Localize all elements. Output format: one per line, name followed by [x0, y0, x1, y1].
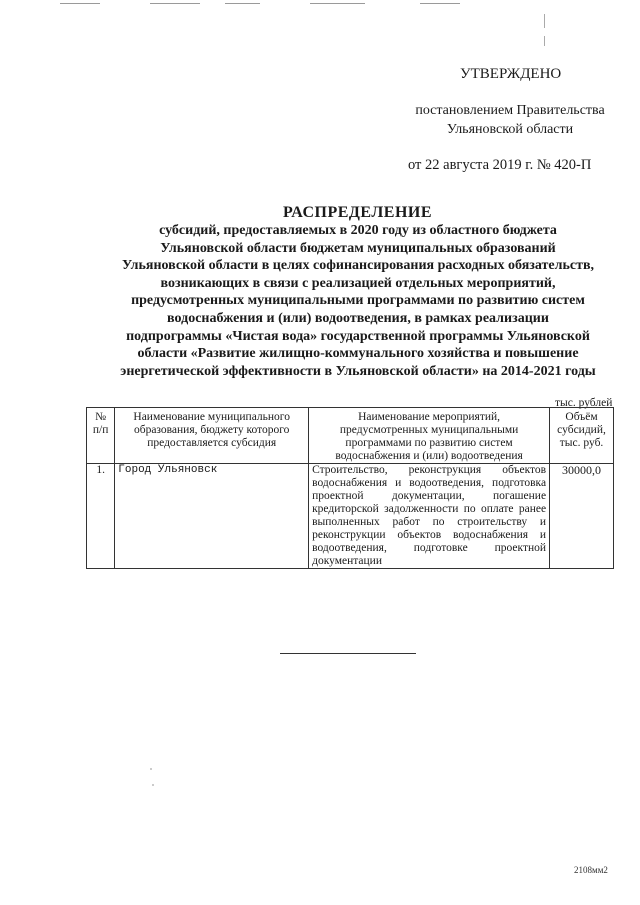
subtitle-line: субсидий, предоставляемых в 2020 году из областного бюджета: [159, 223, 557, 238]
row-number: 1.: [87, 464, 115, 569]
row-activities: Строительство, реконструкция объектов водоснабжения и водоотведения, подготовка проектной документации, погашение кредиторской задолженности по оплате ранее выполненных работ по строительству и реконструкции объектов водоснабжения и водоотведения, подготовке проектной документации: [309, 464, 550, 569]
approval-authority-line: Ульяновской области: [446, 122, 574, 137]
footer-document-code: 2108мм2: [574, 865, 608, 875]
document-title: РАСПРЕДЕЛЕНИЕ: [282, 204, 433, 221]
subtitle-line: водоснабжения и (или) водоотведения, в рамках реализации: [167, 310, 549, 326]
decree-date-number: от 22 августа 2019 г. № 420-П: [408, 157, 592, 173]
approval-authority-line: постановлением Правительства: [415, 103, 605, 118]
subtitle-line: Ульяновской области бюджетам муниципальных образований: [160, 240, 556, 256]
table-row: [87, 464, 614, 569]
scan-artifact: [544, 14, 545, 28]
scan-artifact: [225, 3, 260, 4]
scan-artifact: [420, 3, 460, 4]
approval-stamp-heading: УТВЕРЖДЕНО: [460, 66, 562, 82]
approval-authority: [405, 101, 615, 139]
scan-artifact: [310, 3, 365, 4]
subtitle-line: Ульяновской области в целях софинансирования расходных обязательств,: [121, 258, 595, 274]
subtitle-line: подпрограммы «Чистая вода» государственной программы Ульяновской: [126, 328, 590, 344]
header-activities: Наименование мероприятий, предусмотренных муниципальными программами по развитию систем водоснабжения и (или) водоотведения: [309, 408, 550, 464]
table-header-row: [87, 408, 614, 464]
scan-artifact: [150, 768, 152, 770]
scan-artifact: [60, 3, 100, 4]
header-municipality: Наименование муниципального образования, бюджету которого предоставляется субсидия: [115, 408, 309, 464]
scan-artifact: [150, 3, 200, 4]
subsidy-table: [86, 407, 614, 569]
subtitle-line: энергетической эффективности в Ульяновской области» на 2014-2021 годы: [120, 363, 596, 379]
row-municipality: Город Ульяновск: [115, 464, 309, 569]
subtitle-line: области «Развитие жилищно-коммунального хозяйства и повышение: [137, 346, 579, 362]
row-amount: 30000,0: [550, 464, 614, 569]
document-subtitle: [88, 222, 628, 380]
header-number: № п/п: [87, 408, 115, 464]
scan-artifact: [152, 784, 154, 786]
end-of-document-rule: [280, 653, 416, 654]
subtitle-line: предусмотренных муниципальными программами по развитию систем: [131, 293, 585, 309]
table-units-label: тыс. рублей: [555, 397, 613, 409]
subtitle-line: возникающих в связи с реализацией отдельных мероприятий,: [160, 275, 556, 291]
header-amount: Объём субсидий, тыс. руб.: [550, 408, 614, 464]
scan-artifact: [544, 36, 545, 46]
